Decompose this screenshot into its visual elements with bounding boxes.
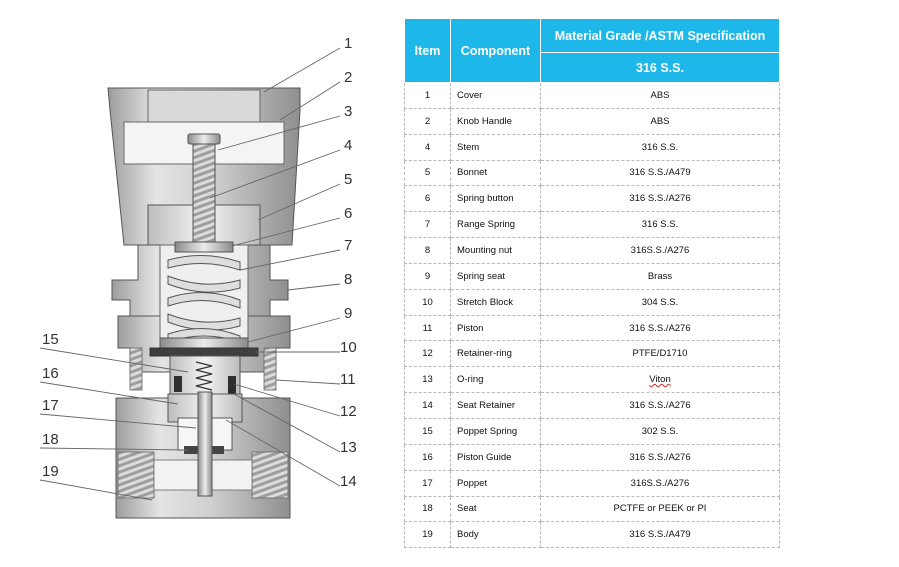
cell-material: 316 S.S. bbox=[541, 134, 780, 160]
cell-item: 14 bbox=[405, 393, 451, 419]
cell-item: 9 bbox=[405, 263, 451, 289]
cell-material: 316S.S./A276 bbox=[541, 470, 780, 496]
cell-item: 19 bbox=[405, 522, 451, 548]
cell-material: PTFE/D1710 bbox=[541, 341, 780, 367]
cover-part bbox=[148, 90, 260, 122]
callout-8: 8 bbox=[344, 271, 353, 288]
table-row bbox=[405, 186, 780, 212]
callout-14: 14 bbox=[340, 473, 357, 490]
table-row bbox=[405, 496, 780, 522]
cell-component: Cover bbox=[451, 83, 541, 109]
outlet-port-thread bbox=[252, 452, 288, 498]
table-row bbox=[405, 341, 780, 367]
callout-13: 13 bbox=[340, 439, 357, 456]
callout-1: 1 bbox=[344, 35, 353, 52]
cell-material: 316 S.S./A276 bbox=[541, 393, 780, 419]
callout-5: 5 bbox=[344, 171, 353, 188]
callout-6: 6 bbox=[344, 205, 353, 222]
cell-material: 302 S.S. bbox=[541, 418, 780, 444]
cell-component: Poppet Spring bbox=[451, 418, 541, 444]
callout-11: 11 bbox=[340, 371, 356, 388]
cell-material: 316 S.S./A276 bbox=[541, 315, 780, 341]
callout-10: 10 bbox=[340, 339, 357, 356]
cell-item: 13 bbox=[405, 367, 451, 393]
callout-16: 16 bbox=[42, 365, 59, 382]
header-component: Component bbox=[451, 19, 541, 83]
cell-component: Bonnet bbox=[451, 160, 541, 186]
cell-item: 16 bbox=[405, 444, 451, 470]
table-row bbox=[405, 418, 780, 444]
cell-item: 17 bbox=[405, 470, 451, 496]
cell-component: Seat Retainer bbox=[451, 393, 541, 419]
cell-component: Body bbox=[451, 522, 541, 548]
cell-component: Mounting nut bbox=[451, 238, 541, 264]
table-body bbox=[405, 83, 780, 548]
table-row bbox=[405, 522, 780, 548]
cell-component: Range Spring bbox=[451, 212, 541, 238]
callout-9: 9 bbox=[344, 305, 353, 322]
stem-part bbox=[193, 140, 215, 245]
callout-17: 17 bbox=[42, 397, 59, 414]
cell-material: 316 S.S./A479 bbox=[541, 160, 780, 186]
cell-component: Spring button bbox=[451, 186, 541, 212]
cell-material bbox=[541, 367, 780, 393]
spring-button-part bbox=[175, 242, 233, 252]
cell-material: 316 S.S./A479 bbox=[541, 522, 780, 548]
header-material-sub: 316 S.S. bbox=[541, 53, 780, 83]
cell-item: 8 bbox=[405, 238, 451, 264]
outlet-passage bbox=[210, 460, 252, 490]
callout-2: 2 bbox=[344, 69, 353, 86]
callout-15: 15 bbox=[42, 331, 59, 348]
cell-item: 15 bbox=[405, 418, 451, 444]
retainer-ring-left bbox=[174, 376, 182, 392]
spring-seat-part bbox=[160, 338, 248, 348]
callout-4: 4 bbox=[344, 137, 353, 154]
cell-item: 10 bbox=[405, 289, 451, 315]
callout-3: 3 bbox=[344, 103, 353, 120]
header-item: Item bbox=[405, 19, 451, 83]
cell-item: 12 bbox=[405, 341, 451, 367]
stretch-block-part bbox=[150, 348, 258, 356]
table-row bbox=[405, 160, 780, 186]
cell-component: Stem bbox=[451, 134, 541, 160]
cell-material: 316 S.S./A276 bbox=[541, 444, 780, 470]
inlet-port-thread bbox=[118, 452, 154, 498]
table-row bbox=[405, 238, 780, 264]
stem-head bbox=[188, 134, 220, 144]
table-row bbox=[405, 108, 780, 134]
cell-material: Brass bbox=[541, 263, 780, 289]
header-material-grade: Material Grade /ASTM Specification bbox=[541, 19, 780, 53]
table-row bbox=[405, 212, 780, 238]
callout-7: 7 bbox=[344, 237, 353, 254]
cell-item: 2 bbox=[405, 108, 451, 134]
cell-material: PCTFE or PEEK or PI bbox=[541, 496, 780, 522]
table-row bbox=[405, 470, 780, 496]
cell-material-spellcheck: Viton bbox=[649, 374, 671, 386]
cell-component: Piston Guide bbox=[451, 444, 541, 470]
cell-component: Stretch Block bbox=[451, 289, 541, 315]
material-spec-table bbox=[404, 18, 780, 548]
table-row bbox=[405, 263, 780, 289]
cell-item: 1 bbox=[405, 83, 451, 109]
table-row bbox=[405, 393, 780, 419]
inlet-passage bbox=[154, 460, 200, 490]
table-row bbox=[405, 367, 780, 393]
cell-material: 304 S.S. bbox=[541, 289, 780, 315]
nut-thread-right bbox=[264, 348, 276, 390]
cell-item: 5 bbox=[405, 160, 451, 186]
cell-material: 316 S.S. bbox=[541, 212, 780, 238]
cell-component: Seat bbox=[451, 496, 541, 522]
cell-component: Spring seat bbox=[451, 263, 541, 289]
regulator-cross-section-diagram bbox=[0, 0, 400, 567]
cell-material: 316 S.S./A276 bbox=[541, 186, 780, 212]
table-row bbox=[405, 289, 780, 315]
cell-item: 6 bbox=[405, 186, 451, 212]
nut-thread-left bbox=[130, 348, 142, 390]
callout-12: 12 bbox=[340, 403, 357, 420]
table-row bbox=[405, 444, 780, 470]
cell-item: 11 bbox=[405, 315, 451, 341]
table-row bbox=[405, 134, 780, 160]
callout-18: 18 bbox=[42, 431, 59, 448]
cell-component: Piston bbox=[451, 315, 541, 341]
cell-component: O-ring bbox=[451, 367, 541, 393]
poppet-part bbox=[198, 392, 212, 496]
cell-material: ABS bbox=[541, 83, 780, 109]
table-row bbox=[405, 83, 780, 109]
cell-component: Retainer-ring bbox=[451, 341, 541, 367]
cell-component: Poppet bbox=[451, 470, 541, 496]
table-row bbox=[405, 315, 780, 341]
cell-item: 18 bbox=[405, 496, 451, 522]
cell-item: 4 bbox=[405, 134, 451, 160]
cell-material: ABS bbox=[541, 108, 780, 134]
cell-item: 7 bbox=[405, 212, 451, 238]
cell-component: Knob Handle bbox=[451, 108, 541, 134]
callout-19: 19 bbox=[42, 463, 59, 480]
cell-material: 316S.S./A276 bbox=[541, 238, 780, 264]
